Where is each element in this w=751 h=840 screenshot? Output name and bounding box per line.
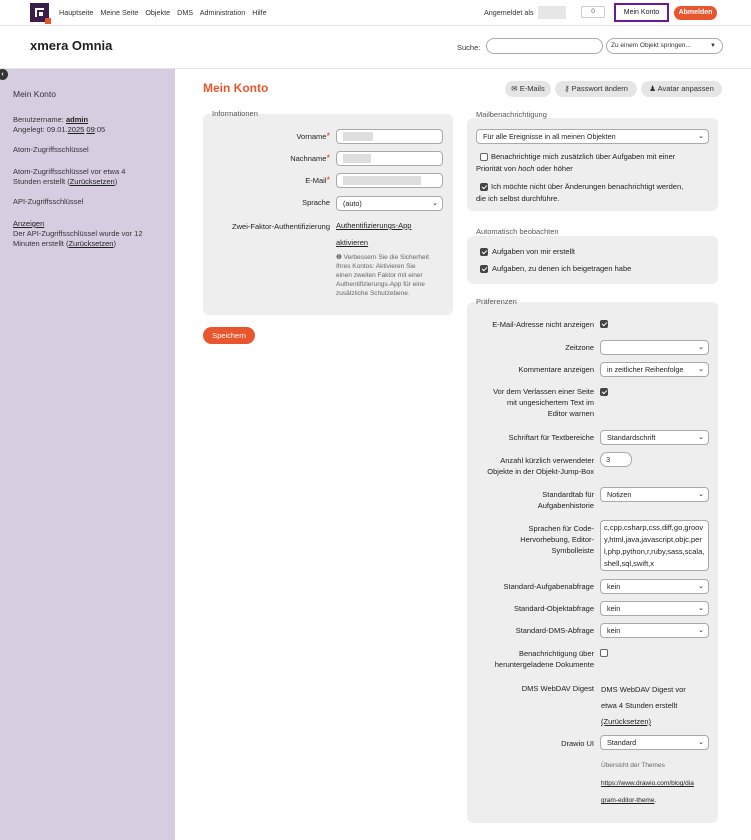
- history-tab-label: Standardtab für Aufgabenhistorie: [537, 490, 594, 510]
- paren: ): [114, 177, 118, 186]
- atom-key-heading: Atom-Zugriffsschlüssel: [13, 145, 89, 154]
- drawio-hint: Übersicht der Themes: [601, 762, 665, 769]
- key-icon: ⚷: [564, 84, 570, 93]
- my-account-link[interactable]: Mein Konto: [614, 3, 669, 22]
- twofa-activate-link-line1[interactable]: Authentifizierungs-App: [336, 221, 412, 230]
- created-year-link[interactable]: 2025: [67, 125, 85, 134]
- comments-order-value: in zeitlicher Reihenfolge: [607, 365, 684, 374]
- drawio-themes-link-line2: [601, 796, 656, 805]
- chevron-down-icon: ⌄: [698, 363, 704, 376]
- envelope-icon: ✉: [511, 84, 518, 93]
- chevron-down-icon: ⌄: [698, 624, 704, 637]
- chevron-down-icon: ⌄: [698, 488, 704, 501]
- logged-in-label: Angemeldet als: [484, 8, 534, 17]
- change-avatar-label: Avatar anpassen: [657, 84, 714, 93]
- api-key-info-line1: Der API-Zugriffsschlüssel wurde vor 12: [13, 229, 143, 238]
- username-label: Benutzername:: [13, 115, 64, 124]
- chevron-down-icon: ⌄: [698, 431, 704, 444]
- chevron-down-icon: ⌄: [698, 602, 704, 615]
- issue-query-label: Standard-Aufgabenabfrage: [503, 582, 594, 591]
- recent-projects-input[interactable]: 3: [600, 452, 632, 467]
- language-value: (auto): [343, 199, 362, 208]
- firstname-input[interactable]: [336, 129, 443, 144]
- logo-icon[interactable]: [30, 3, 49, 22]
- autowatch-legend: Automatisch beobachten: [476, 227, 559, 236]
- top-menu-bar: [0, 0, 751, 26]
- project-query-label: Standard-Objektabfrage: [513, 604, 594, 613]
- atom-key-created: Stunden erstellt (: [13, 177, 70, 186]
- chevron-down-icon: ▼: [710, 43, 716, 49]
- language-label: Sprache: [302, 198, 330, 207]
- mail-notification-legend: Mailbenachrichtigung: [476, 110, 547, 119]
- paren: ): [113, 239, 116, 248]
- change-password-button[interactable]: [555, 81, 637, 97]
- nav-help[interactable]: Hilfe: [252, 8, 267, 17]
- atom-key-info-line1: Atom-Zugriffsschlüssel vor etwa 4: [13, 167, 126, 176]
- timezone-select[interactable]: [600, 340, 709, 355]
- nav-dms[interactable]: DMS: [177, 8, 194, 17]
- issue-query-value: kein: [607, 582, 621, 591]
- textarea-font-select[interactable]: [600, 430, 709, 445]
- history-tab-select[interactable]: [600, 487, 709, 502]
- drawio-themes-link[interactable]: gram-editor-theme: [601, 797, 655, 804]
- api-key-created: Minuten erstellt (: [13, 239, 69, 248]
- save-button[interactable]: Speichern: [203, 327, 255, 344]
- project-query-select[interactable]: [600, 601, 709, 616]
- comments-order-select[interactable]: [600, 362, 709, 377]
- hide-mail-label: E-Mail-Adresse nicht anzeigen: [492, 320, 594, 329]
- webdav-label: DMS WebDAV Digest: [521, 684, 594, 693]
- site-title: xmera Omnia: [30, 38, 113, 53]
- download-notify-label: Benachrichtigung über heruntergeladene Dokumente: [494, 649, 594, 669]
- emails-button[interactable]: [505, 81, 551, 97]
- lastname-label: Nachname*: [290, 153, 330, 163]
- drawio-dot: .: [654, 797, 657, 804]
- language-select[interactable]: [336, 196, 443, 211]
- chevron-down-icon: ⌄: [698, 736, 704, 749]
- textarea-font-label: Schriftart für Textbereiche: [508, 433, 594, 442]
- autowatch-created-checkbox[interactable]: [480, 248, 488, 256]
- drawio-themes-link-line1[interactable]: https://www.drawio.com/blog/dia: [601, 780, 694, 787]
- webdav-reset-link[interactable]: (Zurücksetzen): [601, 717, 652, 726]
- project-jump-select[interactable]: [606, 38, 723, 54]
- timezone-label: Zeitzone: [565, 343, 594, 352]
- information-legend: Informationen: [212, 109, 258, 118]
- autowatch-contributed-label: Aufgaben, zu denen ich beigetragen habe: [492, 264, 632, 273]
- recent-projects-label: Anzahl kürzlich verwendeter Objekte in der Objekt-Jump-Box: [487, 456, 594, 476]
- drawio-select[interactable]: [600, 735, 709, 750]
- api-key-info-line2: [13, 239, 116, 249]
- autowatch-created-label: Aufgaben von mir erstellt: [492, 247, 575, 256]
- nav-home[interactable]: Hauptseite: [59, 8, 94, 17]
- firstname-label: Vorname*: [296, 131, 330, 141]
- search-input[interactable]: [486, 38, 603, 54]
- info-icon: ❶: [336, 254, 342, 261]
- priority-notify-label: Benachrichtige mich zusätzlich über Aufgaben mit einer Priorität von hoch oder höher: [476, 152, 676, 173]
- mail-notification-value: Für alle Ereignisse in all meinen Objekten: [483, 132, 616, 141]
- api-key-show-link[interactable]: Anzeigen: [13, 219, 45, 228]
- search-label: Suche:: [457, 43, 481, 52]
- chevron-down-icon: ⌄: [698, 580, 704, 593]
- history-tab-value: Notizen: [607, 490, 632, 499]
- comments-order-label: Kommentare anzeigen: [518, 365, 594, 374]
- chevron-down-icon: ⌄: [432, 197, 438, 210]
- sidebar-username: [13, 115, 88, 125]
- emails-label: E-Mails: [519, 84, 545, 93]
- project-query-value: kein: [607, 604, 621, 613]
- drawio-label: Drawio UI: [561, 739, 594, 748]
- sidebar-collapse-icon[interactable]: ‹: [0, 69, 8, 80]
- atom-key-info-line2: [13, 177, 117, 187]
- atom-key-reset-link[interactable]: Zurücksetzen: [69, 177, 115, 186]
- nav-my-page[interactable]: Meine Seite: [100, 8, 139, 17]
- logout-button[interactable]: Abmelden: [674, 6, 717, 20]
- preferences-legend: Präferenzen: [476, 297, 517, 306]
- webdav-info: DMS WebDAV Digest vor etwa 4 Stunden erstellt (Zurücksetzen): [601, 682, 686, 730]
- nav-administration[interactable]: Administration: [199, 8, 246, 17]
- created-date: Angelegt: 09.01.: [13, 125, 68, 134]
- user-icon: ♟: [649, 84, 656, 93]
- warn-unsaved-checkbox[interactable]: [600, 388, 608, 396]
- api-key-heading: API-Zugriffsschlüssel: [13, 197, 84, 206]
- issue-query-select[interactable]: [600, 579, 709, 594]
- chevron-down-icon: ⌄: [698, 130, 704, 143]
- warn-unsaved-label: Vor dem Verlassen einer Seite mit ungesichertem Text im Editor warnen: [493, 387, 594, 418]
- textarea-font-value: Standardschrift: [607, 433, 656, 442]
- page-title: Mein Konto: [203, 81, 269, 95]
- chevron-down-icon: ⌄: [698, 341, 704, 354]
- logged-in-user-redacted[interactable]: [538, 6, 566, 19]
- nav-projects[interactable]: Objekte: [145, 8, 171, 17]
- drawio-value: Standard: [607, 738, 637, 747]
- message-count-badge[interactable]: 0: [581, 6, 605, 18]
- username-link[interactable]: admin: [65, 115, 89, 124]
- lastname-input[interactable]: [336, 151, 443, 166]
- sidebar-title: Mein Konto: [13, 89, 56, 99]
- email-label: E-Mail*: [305, 175, 330, 185]
- dms-query-select[interactable]: [600, 623, 709, 638]
- twofa-hint: ❶ Verbessern Sie die Sicherheit Ihres Kontos: Aktivieren Sie einen zweiten Faktor mit einer Authentifizierungs-App für eine zusätzliche Schutzebene.: [336, 254, 429, 297]
- email-input[interactable]: [336, 173, 443, 188]
- created-hour-link[interactable]: 09: [86, 125, 95, 134]
- dms-query-value: kein: [607, 626, 621, 635]
- change-avatar-button[interactable]: [641, 81, 722, 97]
- sidebar: [0, 69, 175, 840]
- code-languages-label: Sprachen für Code- Hervorhebung, Editor- Symbolleiste: [520, 524, 594, 555]
- change-password-label: Passwort ändern: [571, 84, 628, 93]
- autowatch-contributed-checkbox[interactable]: [480, 265, 488, 273]
- download-notify-checkbox[interactable]: [600, 649, 608, 657]
- sidebar-created: [13, 125, 105, 135]
- api-key-reset-link[interactable]: Zurücksetzen: [68, 239, 114, 248]
- project-jump-placeholder: Zu einem Objekt springen...: [611, 42, 691, 49]
- no-self-notified-label: Ich möchte nicht über Änderungen benachrichtigt werden, die ich selbst durchführe.: [476, 182, 684, 203]
- code-languages-textarea[interactable]: c,cpp,csharp,css,diff,go,groovy,html,java,javascript,objc,perl,php,python,r,ruby,sass,scala,shell,sql,swift,x: [600, 520, 709, 571]
- main-navigation: [59, 8, 272, 17]
- api-key-show: [13, 219, 44, 229]
- autowatch-panel: [467, 236, 718, 284]
- mail-notification-select[interactable]: [476, 129, 709, 144]
- twofa-activate-link-line2[interactable]: aktivieren: [336, 238, 369, 247]
- twofa-label: Zwei-Faktor-Authentifizierung: [232, 222, 330, 231]
- hide-mail-checkbox[interactable]: [600, 320, 608, 328]
- dms-query-label: Standard-DMS-Abfrage: [515, 626, 594, 635]
- created-minutes: :05: [94, 125, 106, 134]
